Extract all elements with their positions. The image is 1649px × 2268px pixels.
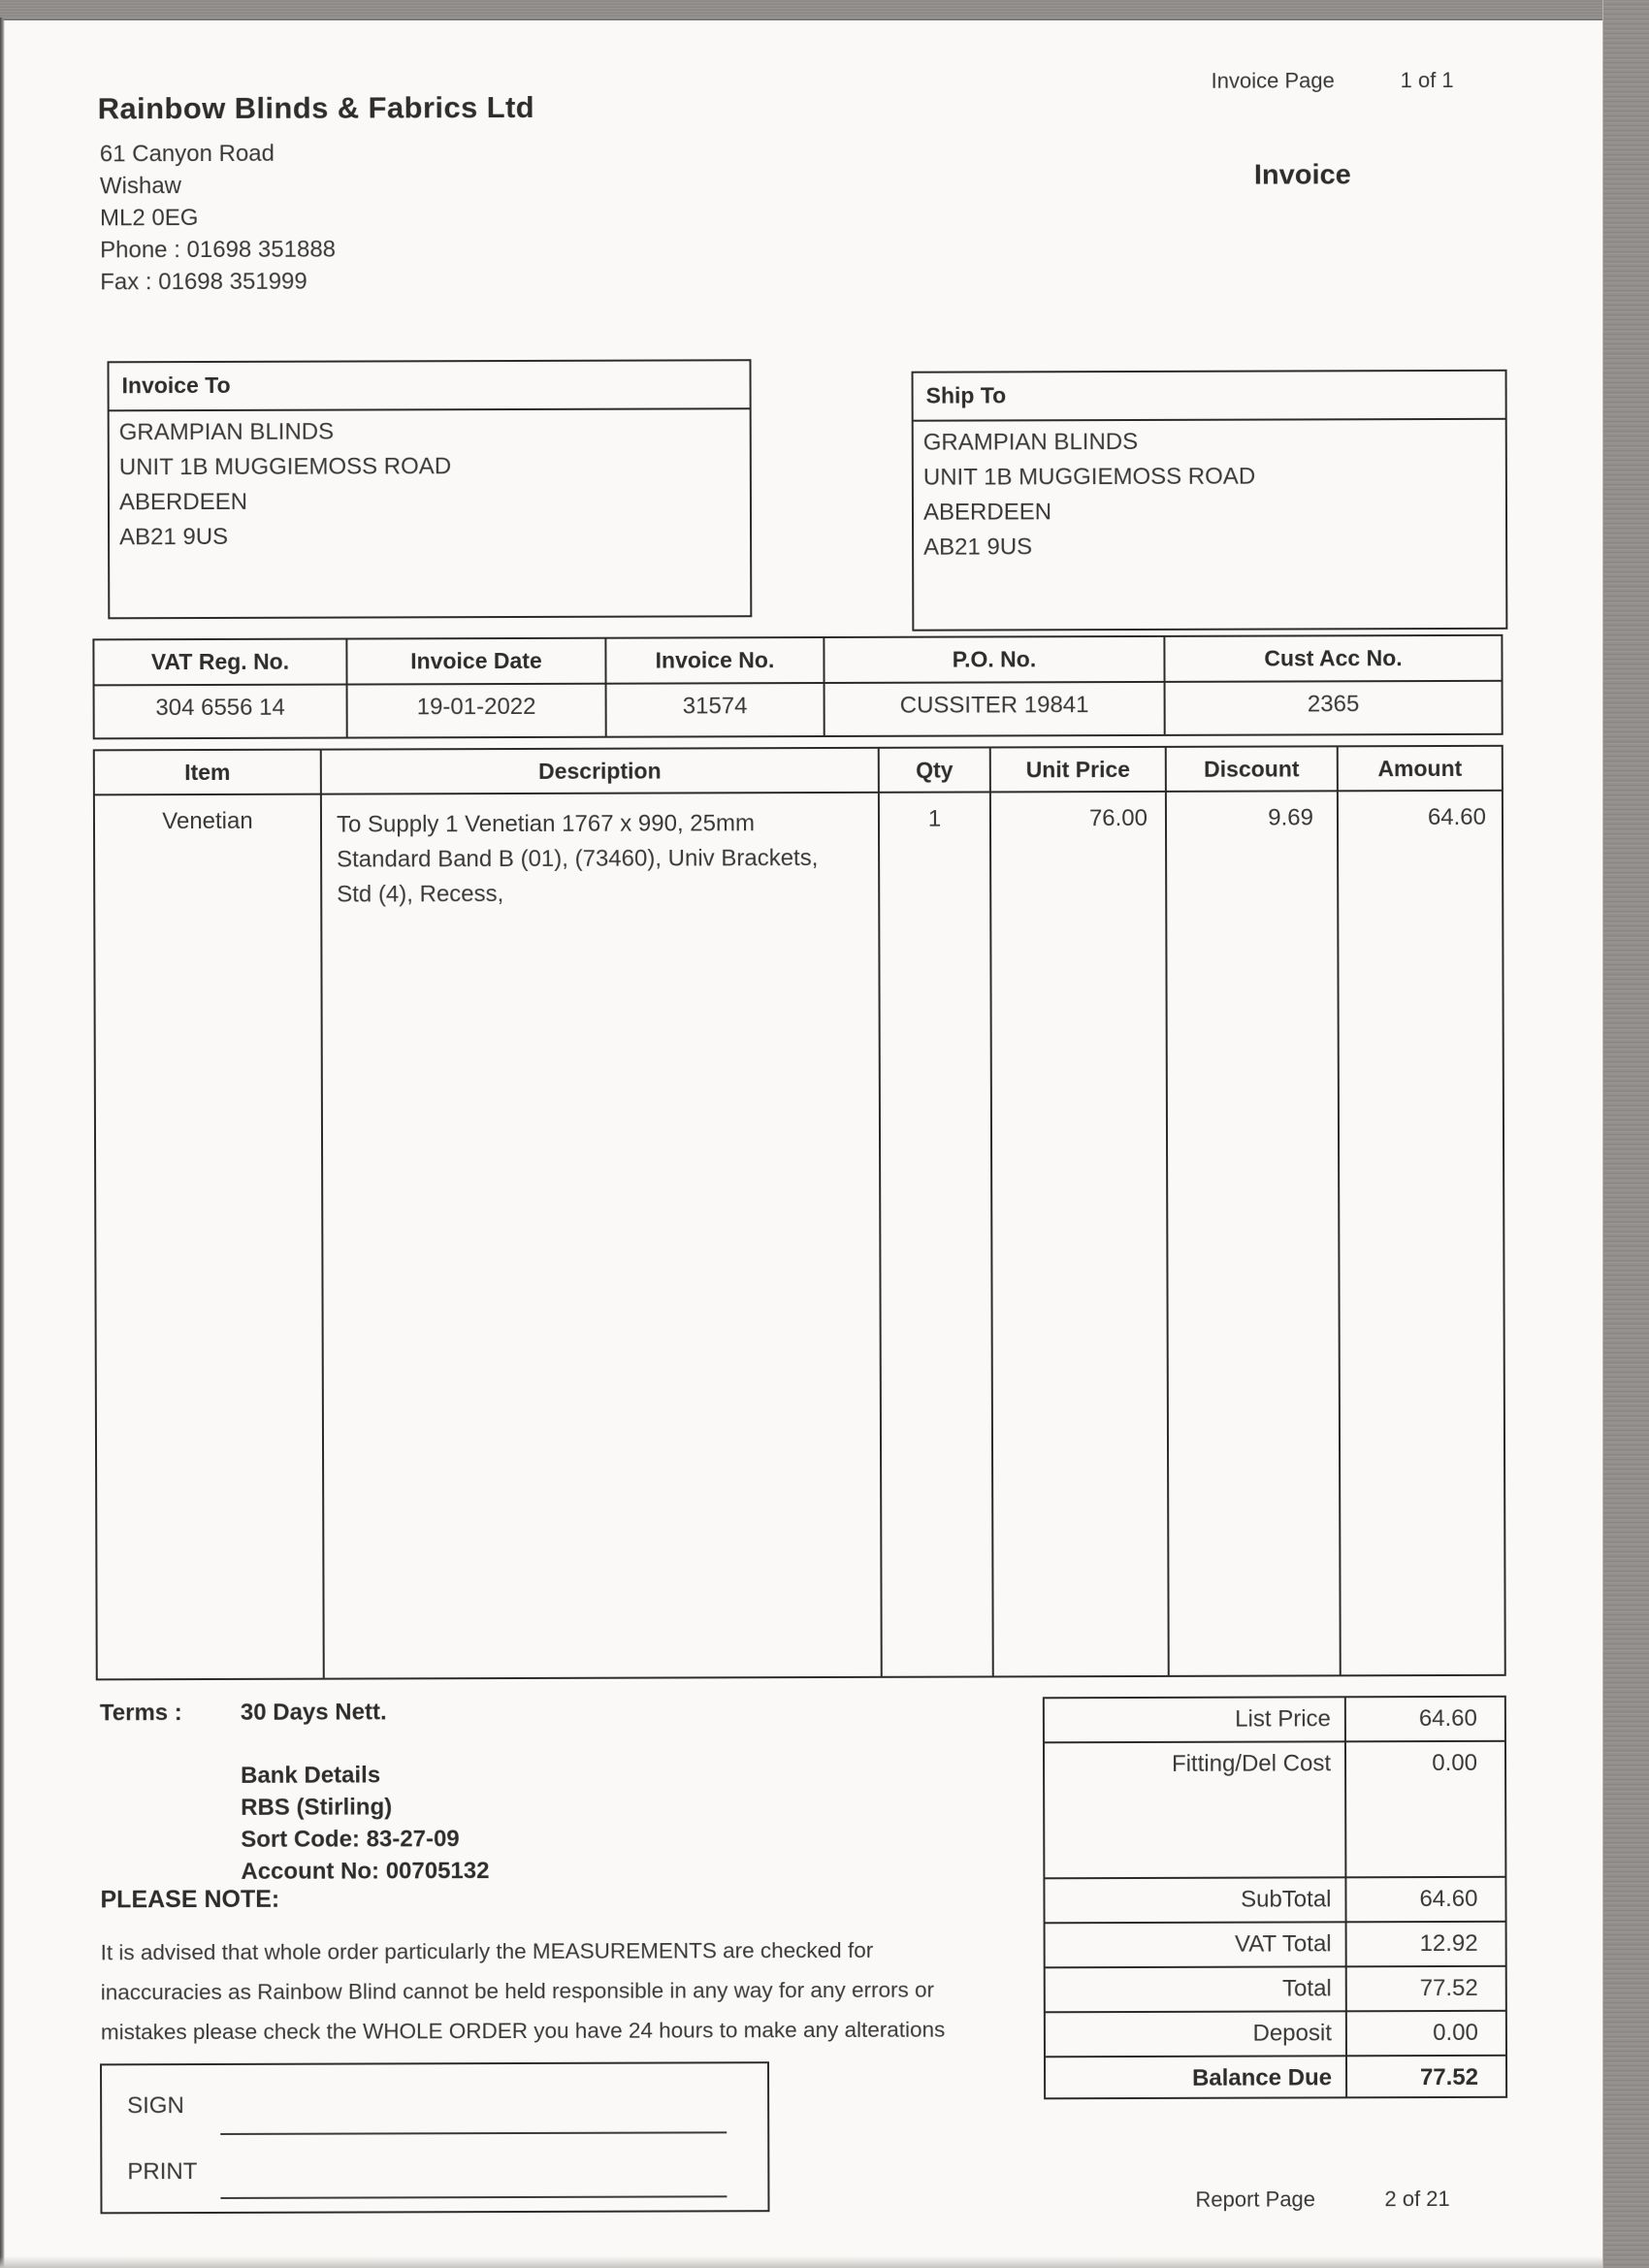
totals-row-fitting-cost	[1045, 1742, 1504, 1879]
totals-label: Total	[1046, 1967, 1347, 2011]
ship-to-label: Ship To	[914, 372, 1505, 422]
invoice-to-label: Invoice To	[109, 361, 749, 411]
totals-value: 77.52	[1419, 1974, 1478, 2002]
totals-label: SubTotal	[1045, 1878, 1346, 1922]
info-header-vat: VAT Reg. No.	[94, 640, 347, 687]
totals-row-subtotal	[1045, 1878, 1504, 1924]
totals-label: Balance Due	[1046, 2057, 1347, 2097]
report-page-value: 2 of 21	[1384, 2186, 1450, 2212]
info-value-custacc: 2365	[1307, 691, 1360, 718]
totals-box	[1043, 1696, 1507, 2099]
item-cell-description: To Supply 1 Venetian 1767 x 990, 25mm Standard Band B (01), (73460), Univ Brackets, Std (4), Recess,	[322, 794, 883, 1678]
info-value-po: CUSSITER 19841	[825, 683, 1166, 735]
items-header-description: Description	[322, 749, 880, 795]
items-header-amount: Amount	[1339, 747, 1502, 793]
print-line	[220, 2195, 727, 2199]
totals-row-balance-due	[1046, 2057, 1505, 2097]
signature-box	[100, 2061, 769, 2214]
totals-label: Deposit	[1046, 2012, 1347, 2056]
info-header-number: Invoice No.	[606, 638, 824, 685]
item-cell-qty: 1	[880, 793, 994, 1675]
totals-row-deposit	[1046, 2012, 1505, 2057]
items-header-item: Item	[95, 751, 322, 796]
info-header-custacc: Cust Acc No.	[1165, 636, 1501, 683]
invoice-page-label: Invoice Page	[1211, 68, 1335, 93]
info-header-date: Invoice Date	[347, 639, 606, 686]
items-header-unitprice: Unit Price	[991, 748, 1167, 794]
totals-value: 0.00	[1433, 2019, 1478, 2047]
ship-to-box	[912, 370, 1508, 632]
info-value-vat: 304 6556 14	[95, 686, 348, 738]
invoice-to-address: GRAMPIAN BLINDS UNIT 1B MUGGIEMOSS ROAD ABERDEEN AB21 9US	[118, 418, 452, 551]
info-header-po: P.O. No.	[824, 637, 1165, 684]
item-cell-unitprice: 76.00	[991, 793, 1170, 1676]
items-header-discount: Discount	[1167, 747, 1339, 793]
item-cell-name: Venetian	[95, 795, 325, 1679]
note-heading: PLEASE NOTE:	[100, 1885, 280, 1914]
terms-label: Terms :	[99, 1700, 182, 1727]
scan-bottom-shadow	[0, 2256, 1602, 2268]
report-page-label: Report Page	[1195, 2187, 1316, 2212]
invoice-page-value: 1 of 1	[1400, 67, 1454, 93]
invoice-to-box	[107, 359, 752, 619]
totals-label: List Price	[1045, 1698, 1346, 1741]
item-cell-discount: 9.69	[1167, 792, 1342, 1675]
items-header-qty: Qty	[880, 748, 991, 793]
totals-row-total	[1046, 1967, 1505, 2013]
totals-value: 77.52	[1419, 2063, 1479, 2091]
info-value-number: 31574	[607, 684, 825, 736]
scan-left-edge	[0, 17, 5, 2268]
totals-value: 64.60	[1419, 1885, 1478, 1913]
bank-details: Bank Details RBS (Stirling) Sort Code: 83-27-09 Account No: 00705132	[241, 1762, 490, 1885]
sign-line	[220, 2131, 727, 2135]
scan-top-band	[0, 0, 1649, 20]
sign-label: SIGN	[127, 2092, 184, 2120]
totals-value: 12.92	[1419, 1929, 1478, 1958]
totals-value: 0.00	[1432, 1749, 1478, 1777]
company-address: 61 Canyon Road Wishaw ML2 0EG Phone : 01698 351888 Fax : 01698 351999	[99, 140, 337, 296]
scan-right-band	[1602, 0, 1649, 2268]
ship-to-address: GRAMPIAN BLINDS UNIT 1B MUGGIEMOSS ROAD ABERDEEN AB21 9US	[922, 428, 1256, 561]
print-label: PRINT	[127, 2158, 198, 2186]
invoice-info-table	[92, 634, 1503, 740]
totals-row-vat-total	[1046, 1923, 1505, 1968]
totals-value: 64.60	[1418, 1704, 1477, 1733]
line-items-table	[93, 745, 1506, 1681]
totals-label: VAT Total	[1046, 1923, 1347, 1966]
company-name: Rainbow Blinds & Fabrics Ltd	[97, 89, 535, 126]
item-cell-amount: 64.60	[1427, 803, 1487, 831]
totals-row-list-price	[1045, 1698, 1504, 1743]
totals-label: Fitting/Del Cost	[1045, 1742, 1346, 1877]
terms-value: 30 Days Nett.	[240, 1699, 387, 1726]
document-title: Invoice	[1253, 159, 1351, 191]
info-value-date: 19-01-2022	[348, 685, 607, 737]
note-body: It is advised that whole order particularly the MEASUREMENTS are checked for inaccuracies as Rainbow Blind cannot be held responsible in any way for any errors or mistakes please check the WHOLE ORDER you have 24 hours to make any alterations	[100, 1937, 946, 2045]
